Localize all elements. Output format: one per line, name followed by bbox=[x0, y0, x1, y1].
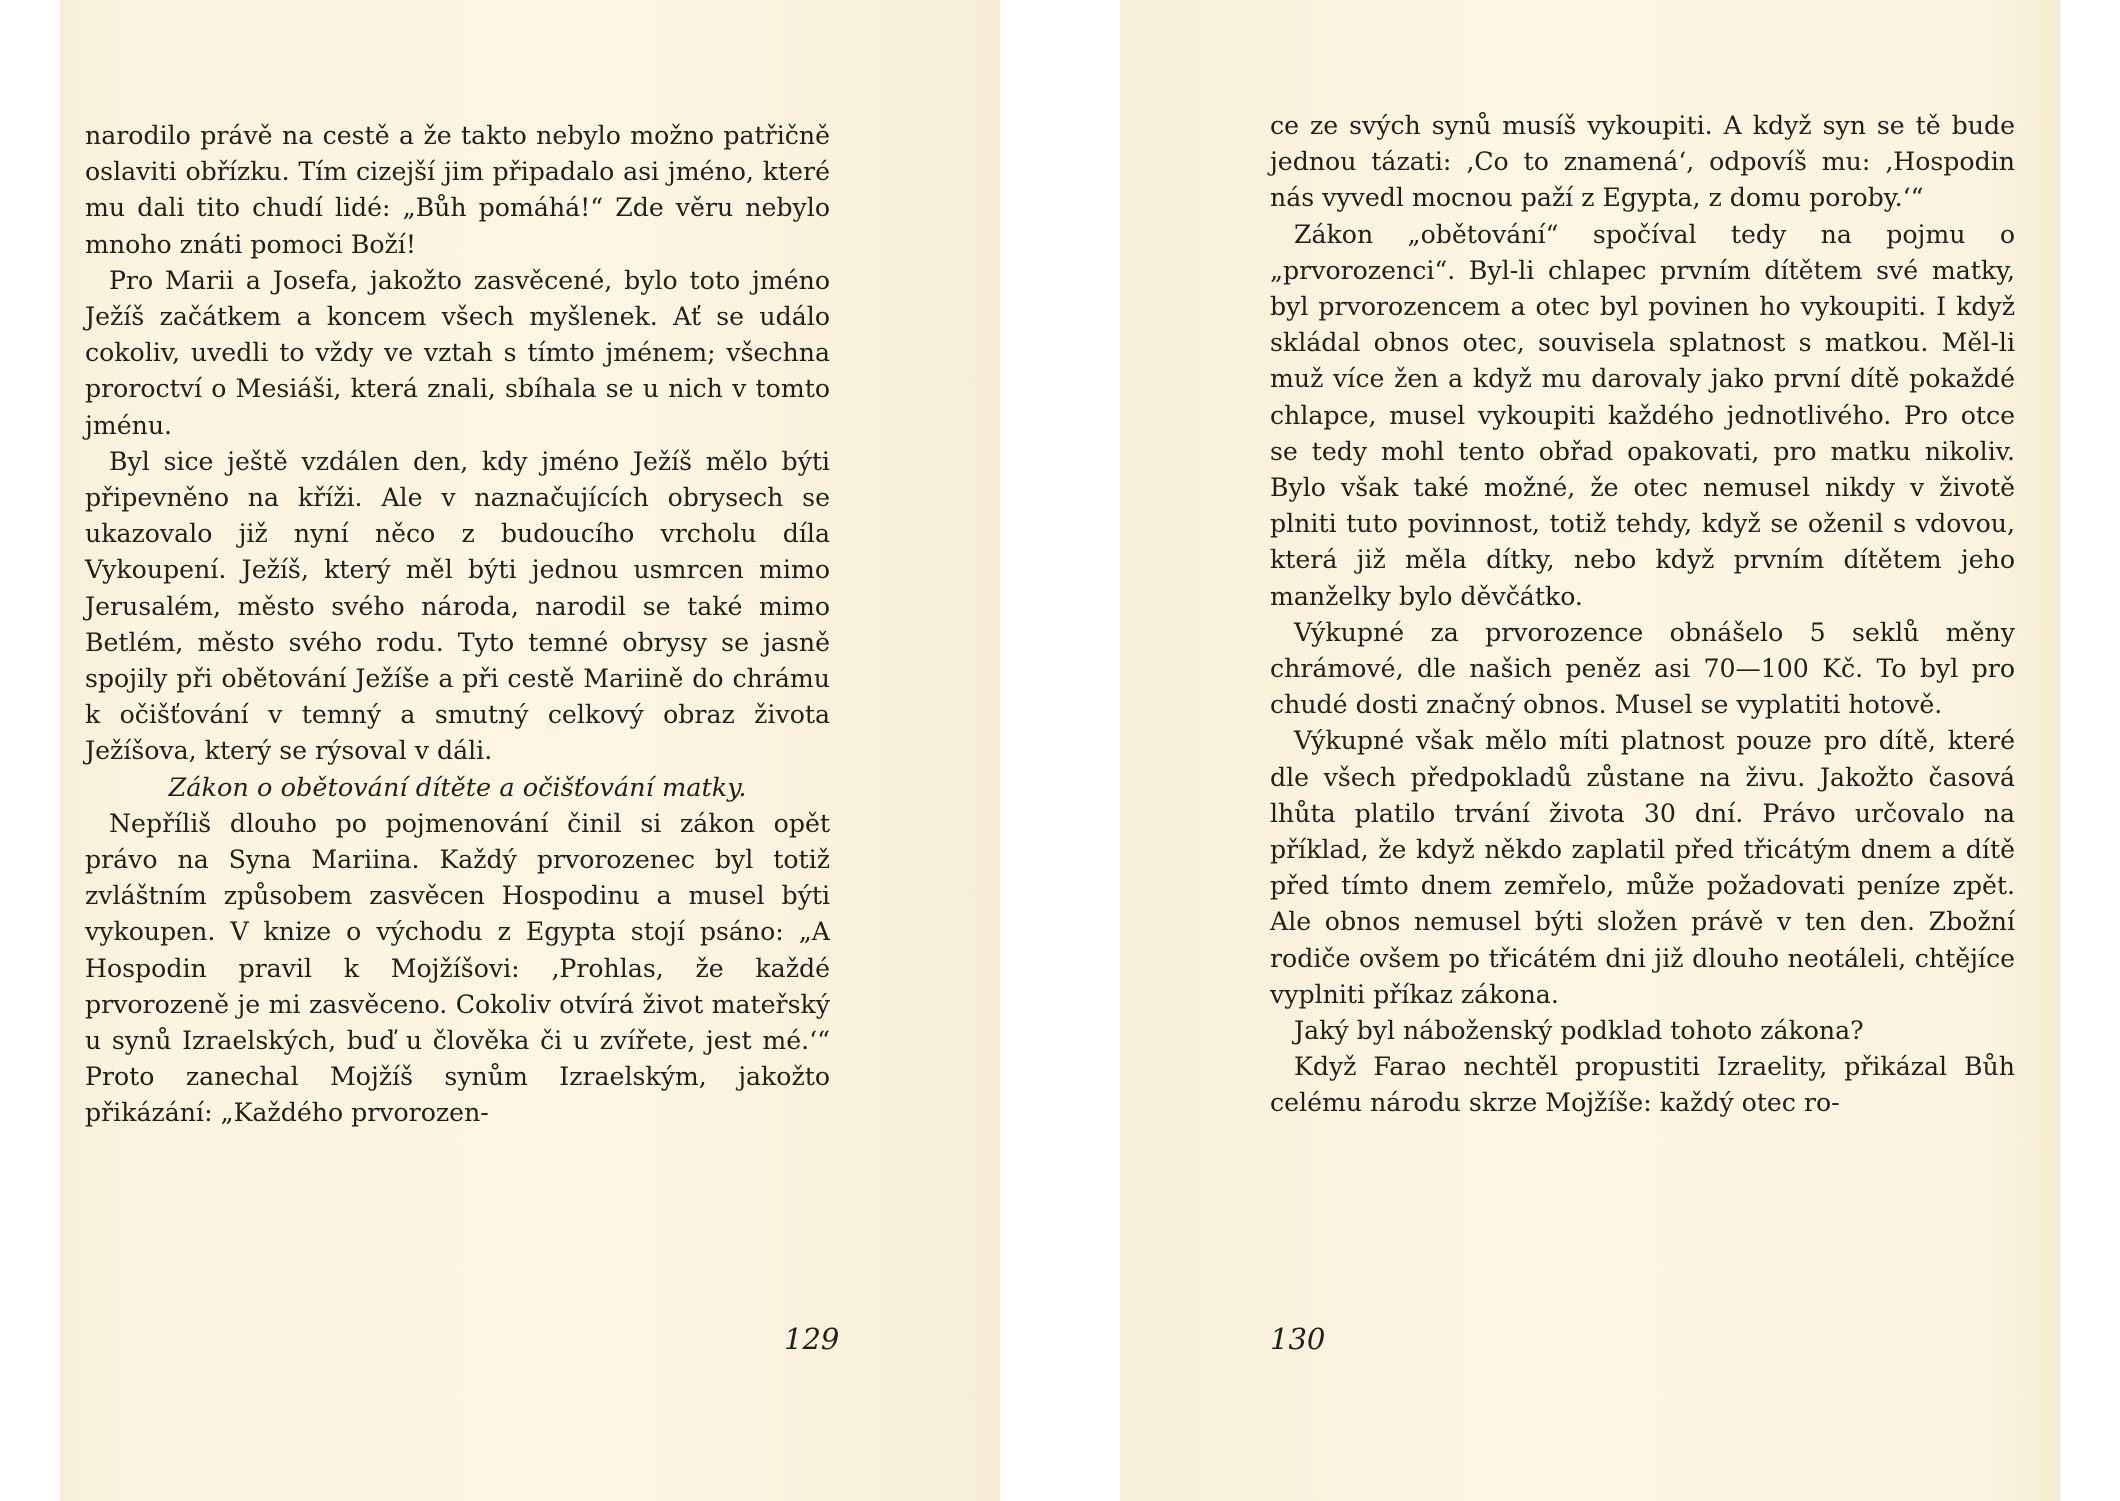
paragraph: Nepříliš dlouho po pojmenování činil si zákon opět právo na Syna Mariina. Každý prvorozenec byl totiž zvláštním způsobem zasvěcen Hospodinu a musel býti vykoupen. V knize o východu z Egypta stojí psáno: „A Hospodin pravil k Mojžíšovi: ‚Prohlas, že každé prvorozeně je mi zasvěceno. Cokoliv otvírá život mateřský u synů Izraelských, buď u člověka či u zvířete, jest mé.‘“ Proto zanechal Mojžíš synům Izraelským, jakožto přikázání: „Každého prvorozen- bbox=[85, 808, 830, 1128]
paragraph: ce ze svých synů musíš vykoupiti. A když syn se tě bude jednou tázati: ‚Co to znamená‘, odpovíš mu: ‚Hospodin nás vyvedl mocnou paží z Egypta, z domu poroby.‘“ bbox=[1270, 111, 2015, 213]
right-page bbox=[1120, 0, 2060, 1501]
paragraph: narodilo právě na cestě a že takto nebylo možno patřičně oslaviti obřízku. Tím cizejší jim připadalo asi jméno, které mu dali tito chudí lidé: „Bůh pomáhá!“ Zde věru nebylo mnoho znáti pomoci Boží! bbox=[85, 121, 830, 259]
right-page-text bbox=[1270, 108, 2015, 1122]
paragraph: Zákon „obětování“ spočíval tedy na pojmu o „prvorozenci“. Byl-li chlapec prvním dítětem své matky, byl prvorozencem a otec byl povinen ho vykoupiti. I když skládal obnos otec, souvisela splatnost s matkou. Měl-li muž více žen a když mu darovaly jako první dítě pokaždé chlapce, musel vykoupiti každého jednotlivého. Pro otce se tedy mohl tento obřad opakovati, pro matku nikoliv. Bylo však také možné, že otec nemusel nikdy v životě plniti tuto povinnost, totiž tehdy, když se oženil s vdovou, která již měla dítky, nebo když prvním dítětem jeho manželky bylo děvčátko. bbox=[1270, 219, 2015, 611]
paragraph: Výkupné však mělo míti platnost pouze pro dítě, které dle všech předpokladů zůstane na živu. Jakožto časová lhůta platilo trvání života 30 dní. Právo určovalo na příklad, že když někdo zaplatil před třicátým dnem a dítě před tímto dnem zemřelo, může požadovati peníze zpět. Ale obnos nemusel býti složen právě v ten den. Zbožní rodiče ovšem po třicátém dni již dlouho neotáleli, chtějíce vyplniti příkaz zákona. bbox=[1270, 726, 2015, 1009]
paragraph: Výkupné za prvorozence obnášelo 5 seklů měny chrámové, dle našich peněz asi 70—100 Kč. To byl pro chudé dosti značný obnos. Musel se vyplatiti hotově. bbox=[1270, 617, 2015, 720]
paragraph: Pro Marii a Josefa, jakožto zasvěcené, bylo toto jméno Ježíš začátkem a koncem všech myšlenek. Ať se událo cokoliv, uvedli to vždy ve vztah s tímto jménem; všechna proroctví o Mesiáši, která znali, sbíhala se u nich v tomto jménu. bbox=[85, 265, 830, 440]
left-page bbox=[60, 0, 1000, 1501]
paragraph: Jaký byl náboženský podklad tohoto zákona? bbox=[1294, 1016, 1864, 1046]
page-number: 129 bbox=[784, 1322, 840, 1356]
paragraph: Když Farao nechtěl propustiti Izraelity, přikázal Bůh celému národu skrze Mojžíše: každý otec ro- bbox=[1270, 1052, 2015, 1118]
page-number: 130 bbox=[1270, 1322, 1326, 1356]
section-heading: Zákon o obětování dítěte a očišťování matky. bbox=[168, 772, 747, 803]
left-page-text bbox=[85, 118, 830, 1132]
paragraph: Byl sice ještě vzdálen den, kdy jméno Ježíš mělo býti připevněno na kříži. Ale v naznačujících obrysech se ukazovalo již nyní něco z budoucího vrcholu díla Vykoupení. Ježíš, který měl býti jednou usmrcen mimo Jerusalém, město svého národa, narodil se také mimo Betlém, město svého rodu. Tyto temné obrysy se jasně spojily při obětování Ježíše a při cestě Mariině do chrámu k očišťování v temný a smutný celkový obraz života Ježíšova, který se rýsoval v dáli. bbox=[85, 446, 830, 766]
